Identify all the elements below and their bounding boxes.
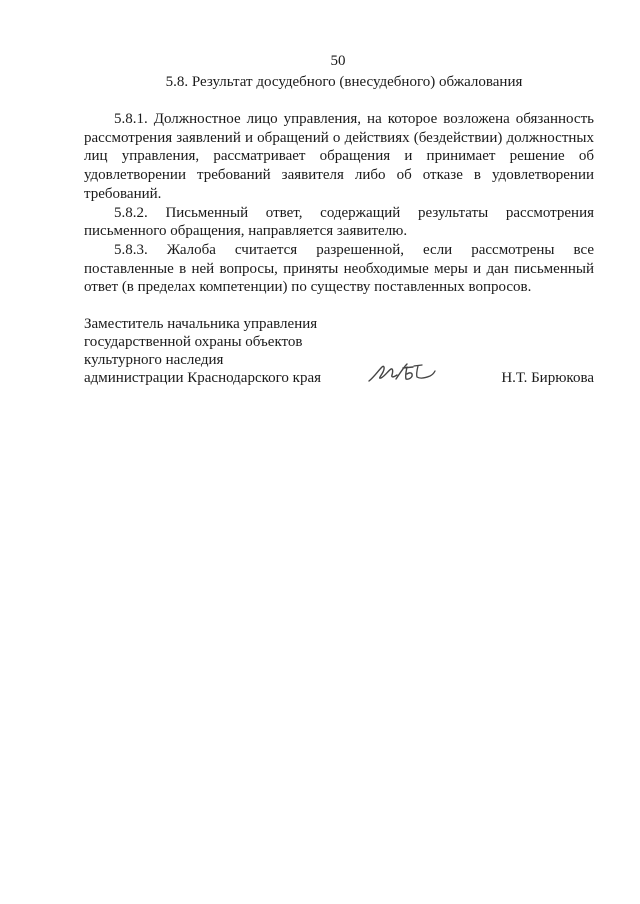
signer-title-line: государственной охраны объектов [84,334,303,350]
paragraph-5-8-1: 5.8.1. Должностное лицо управления, на которое возложена обязанность рассмотрения заявлений и обращений о действиях (бездействии) должностных лиц управления, рассматривает обращения и принимает решение об удовлетворении требований заявителя либо об отказе в удовлетворении требований. [84,111,594,202]
signer-name: Н.Т. Бирюкова [501,370,594,386]
signature-block [84,315,594,387]
signer-title-line: Заместитель начальника управления [84,316,318,332]
paragraph-5-8-2: 5.8.2. Письменный ответ, содержащий результаты рассмотрения письменного обращения, направляется заявителю. [84,204,594,240]
handwritten-signature [366,359,438,387]
body-text [84,110,594,297]
paragraph-5-8-3: 5.8.3. Жалоба считается разрешенной, если рассмотрены все поставленные в ней вопросы, приняты необходимые меры и дан письменный ответ (в пределах компетенции) по существу поставленных вопросов. [84,241,594,296]
page-number: 50 [330,53,346,69]
section-heading: 5.8. Результат досудебного (внесудебного) обжалования [165,74,523,90]
signer-title-line: культурного наследия [84,352,224,368]
signature-row [84,369,594,387]
signer-title-line: администрации Краснодарского края [84,370,322,386]
